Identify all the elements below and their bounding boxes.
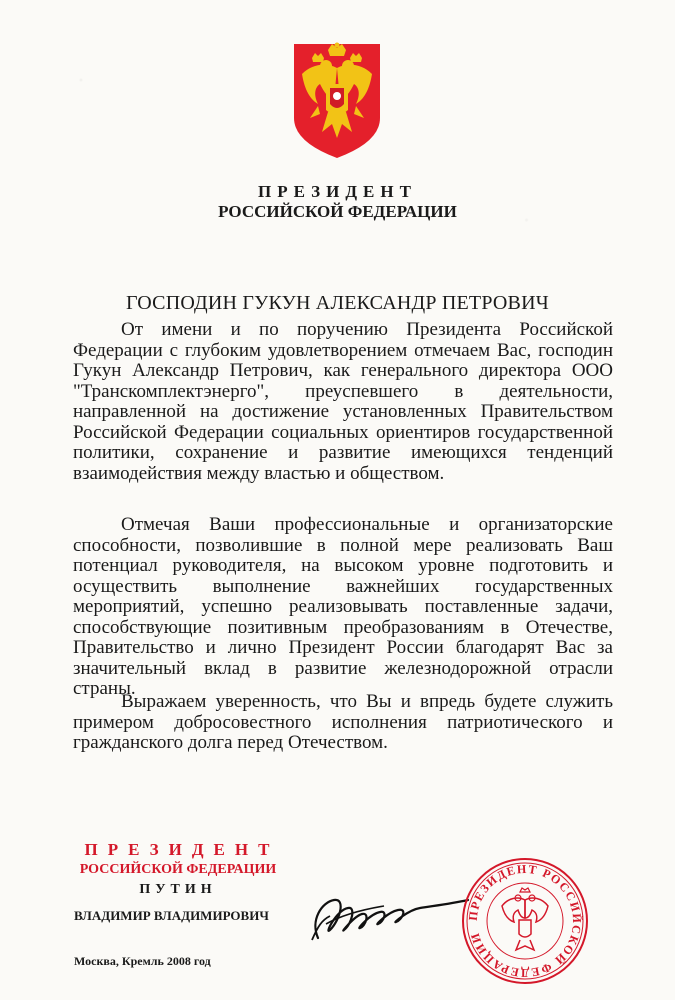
official-seal-icon xyxy=(460,856,590,986)
place-date: Москва, Кремль 2008 год xyxy=(74,954,211,968)
signature-surname: ПУТИН xyxy=(139,882,217,897)
header-title-president: ПРЕЗИДЕНТ xyxy=(258,182,417,201)
signature-block xyxy=(68,840,288,924)
handwritten-signature-icon xyxy=(300,880,475,950)
header-title-federation: РОССИЙСКОЙ ФЕДЕРАЦИИ xyxy=(218,202,457,221)
svg-text:ПРЕЗИДЕНТ РОССИЙСКОЙ ФЕДЕРАЦИИ xyxy=(466,862,584,980)
paragraph-3: Выражаем уверенность, что Вы и впредь будете служить примером добросовестного исполнения патриотического и гражданского долга перед Отечеством. xyxy=(73,691,613,753)
signature-given-names: ВЛАДИМИР ВЛАДИМИРОВИЧ xyxy=(74,908,269,923)
signature-title-federation: РОССИЙСКОЙ ФЕДЕРАЦИИ xyxy=(79,862,277,877)
russian-coat-of-arms-icon xyxy=(290,40,384,162)
addressee: ГОСПОДИН ГУКУН АЛЕКСАНДР ПЕТРОВИЧ xyxy=(126,292,549,314)
signature-title-president: ПРЕЗИДЕНТ xyxy=(84,840,280,859)
seal-ring-text: ПРЕЗИДЕНТ РОССИЙСКОЙ ФЕДЕРАЦИИ xyxy=(465,861,585,981)
paragraph-2: Отмечая Ваши профессиональные и организаторские способности, позволившие в полной мере реализовать Ваш потенциал руководителя, на высоком уровне подготовить и осуществить выполнение важнейших государственных мероприятий, успешно реализовывать поставленные задачи, способствующие позитивным преобразованиям в Отечестве, Правительство и лично Президент России благодарят Вас за значительный вклад в развитие железнодорожной отрасли страны. xyxy=(73,514,613,699)
paragraph-1: От имени и по поручению Президента Российской Федерации с глубоким удовлетворением отмечаем Вас, господин Гукун Александр Петрович, как генерального директора ООО "Транскомплектэнерго", преуспевшего в деятельности, направленной на достижение установленных Правительством Российской Федерации социальных ориентиров государственной политики, сохранение и развитие имеющихся тенденций взаимодействия между властью и обществом. xyxy=(73,319,613,484)
